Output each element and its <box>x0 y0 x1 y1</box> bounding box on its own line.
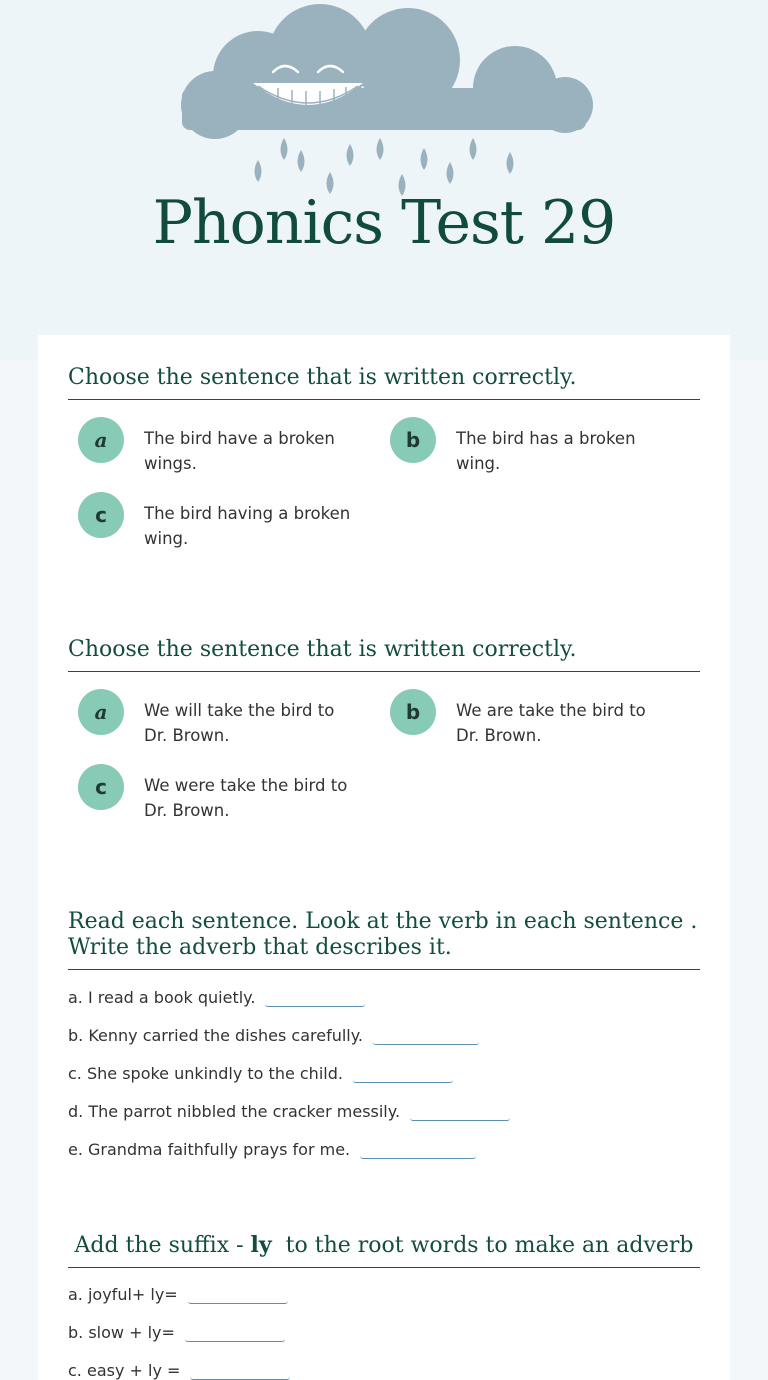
fill-in-item <box>68 1021 479 1045</box>
option-letter-badge[interactable]: b <box>390 417 436 463</box>
answer-blank-input[interactable] <box>188 1286 288 1304</box>
answer-blank-input[interactable] <box>373 1027 479 1045</box>
question-2-option-c[interactable] <box>68 764 368 823</box>
question-2-option-b[interactable] <box>380 689 680 748</box>
item-sentence: c. She spoke unkindly to the child. <box>68 1064 343 1083</box>
option-letter-badge[interactable]: b <box>390 689 436 735</box>
option-text: We are take the bird to Dr. Brown. <box>456 701 646 745</box>
fill-in-item <box>68 1097 510 1121</box>
prompt-text-pre: Add the suffix - <box>74 1233 251 1258</box>
option-text: We were take the bird to Dr. Brown. <box>144 776 348 820</box>
fill-in-item <box>68 1280 288 1304</box>
prompt-text-post: to the root words to make an adverb <box>271 1233 694 1258</box>
page-title: Phonics Test 29 <box>152 188 616 258</box>
answer-blank-input[interactable] <box>360 1141 476 1159</box>
answer-blank-input[interactable] <box>185 1324 285 1342</box>
question-1-prompt: Choose the sentence that is written correctly. <box>68 365 700 400</box>
worksheet-card <box>38 335 730 1380</box>
answer-blank-input[interactable] <box>353 1065 453 1083</box>
fill-in-item <box>68 1059 453 1083</box>
question-2-option-a[interactable] <box>68 689 368 748</box>
option-letter-badge[interactable]: c <box>78 492 124 538</box>
smiling-rain-cloud-icon <box>170 0 600 200</box>
option-letter-badge[interactable]: a <box>78 417 124 463</box>
fill-in-item <box>68 1356 290 1380</box>
question-1-option-a[interactable] <box>68 417 368 476</box>
item-sentence: d. The parrot nibbled the cracker messily. <box>68 1102 401 1121</box>
fill-in-item <box>68 1318 285 1342</box>
item-sentence: b. Kenny carried the dishes carefully. <box>68 1026 364 1045</box>
question-1-option-b[interactable] <box>380 417 680 476</box>
question-2-prompt: Choose the sentence that is written correctly. <box>68 637 700 672</box>
option-letter-badge[interactable]: c <box>78 764 124 810</box>
answer-blank-input[interactable] <box>265 989 365 1007</box>
fill-in-item <box>68 1135 476 1159</box>
item-root-word: c. easy + ly = <box>68 1361 181 1380</box>
suffix-emphasis: ly <box>250 1232 272 1258</box>
fill-in-item <box>68 983 365 1007</box>
option-text: The bird having a broken wing. <box>144 504 351 548</box>
answer-blank-input[interactable] <box>410 1103 510 1121</box>
item-sentence: a. I read a book quietly. <box>68 988 256 1007</box>
item-root-word: a. joyful+ ly= <box>68 1285 178 1304</box>
question-4-prompt <box>68 1232 700 1268</box>
header-banner <box>0 0 768 360</box>
question-3-prompt: Read each sentence. Look at the verb in each sentence . Write the adverb that describes it. <box>68 909 700 970</box>
option-letter-badge[interactable]: a <box>78 689 124 735</box>
answer-blank-input[interactable] <box>190 1362 290 1380</box>
option-text: The bird has a broken wing. <box>456 429 636 473</box>
item-root-word: b. slow + ly= <box>68 1323 175 1342</box>
item-sentence: e. Grandma faithfully prays for me. <box>68 1140 351 1159</box>
option-text: We will take the bird to Dr. Brown. <box>144 701 335 745</box>
option-text: The bird have a broken wings. <box>144 429 335 473</box>
question-1-option-c[interactable] <box>68 492 368 551</box>
